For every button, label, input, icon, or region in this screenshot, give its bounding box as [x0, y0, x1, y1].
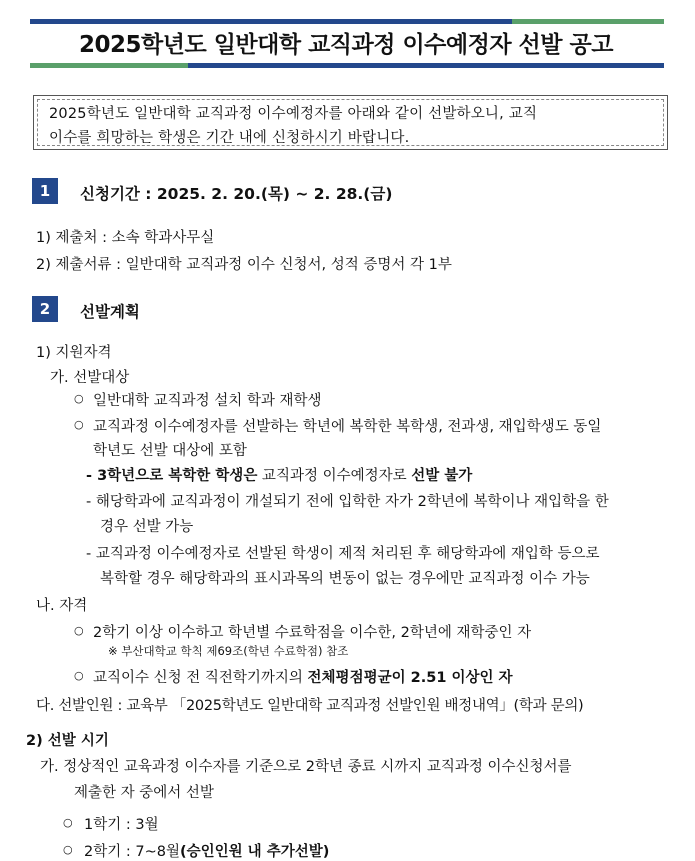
na-bullet-1: 2학기 이상 이수하고 학년별 수료학점을 이수한, 2학년에 재학중인 자	[93, 625, 532, 641]
bullet-icon: ○	[74, 669, 84, 682]
ga-bullet-2-line-1: 교직과정 이수예정자를 선발하는 학년에 복학한 복학생, 전과생, 재입학생도 동일	[93, 419, 602, 435]
sub-1-label: 1) 지원자격	[36, 345, 112, 361]
bullet-icon: ○	[63, 843, 73, 856]
dash-item-2-line-2: 경우 선발 가능	[100, 519, 194, 535]
section-1-item-1: 1) 제출처 : 소속 학과사무실	[36, 230, 215, 246]
semester-2-prefix: 2학기 : 7~8월	[84, 844, 180, 860]
na-note: ※ 부산대학교 학칙 제69조(학년 수료학점) 참조	[108, 644, 349, 658]
dash-item-1-bold-2: 선발 불가	[411, 468, 473, 484]
bullet-icon: ○	[74, 392, 84, 405]
section-2-heading: 선발계획	[80, 303, 140, 321]
na-bullet-2	[93, 666, 513, 687]
dash-item-1	[86, 464, 472, 485]
section-1-badge: 1	[32, 178, 58, 204]
ga2-line-1: 가. 정상적인 교육과정 이수자를 기준으로 2학년 종료 시까지 교직과정 이수신청서를	[40, 759, 572, 775]
top-bar-blue	[30, 19, 512, 24]
dash-item-3-line-2: 복학할 경우 해당학과의 표시과목의 변동이 없는 경우에만 교직과정 이수 가능	[100, 571, 590, 587]
semester-1: 1학기 : 3월	[84, 817, 159, 833]
sub-2-label: 2) 선발 시기	[26, 733, 109, 749]
semester-2-bold: (승인인원 내 추가선발)	[179, 844, 330, 860]
na-label: 나. 자격	[36, 598, 88, 614]
ga2-line-2: 제출한 자 중에서 선발	[74, 785, 214, 801]
section-1-heading: 신청기간 : 2025. 2. 20.(목) ~ 2. 28.(금)	[80, 185, 393, 203]
dash-item-3-line-1: - 교직과정 이수예정자로 선발된 학생이 제적 처리된 후 해당학과에 재입학 등으로	[86, 546, 600, 562]
na-bullet-2-bold: 전체평점평균이 2.51 이상인 자	[307, 670, 513, 686]
da-line: 다. 선발인원 : 교육부 「2025학년도 일반대학 교직과정 선발인원 배정내역」(학과 문의)	[36, 698, 584, 714]
dash-item-1-bold: - 3학년으로 복학한 학생은	[86, 468, 258, 484]
dash-item-2-line-1: - 해당학과에 교직과정이 개설되기 전에 입학한 자가 2학년에 복학이나 재입학을 한	[86, 494, 609, 510]
section-2-badge: 2	[32, 296, 58, 322]
bullet-icon: ○	[63, 816, 73, 829]
ga-label: 가. 선발대상	[50, 370, 130, 386]
ga-bullet-1: 일반대학 교직과정 설치 학과 재학생	[93, 393, 322, 409]
bullet-icon: ○	[74, 624, 84, 637]
intro-line-2: 이수를 희망하는 학생은 기간 내에 신청하시기 바랍니다.	[49, 130, 410, 146]
top-bar-green	[512, 19, 664, 24]
bottom-bar-green	[30, 63, 188, 68]
intro-line-1: 2025학년도 일반대학 교직과정 이수예정자를 아래와 같이 선발하오니, 교직	[49, 106, 538, 122]
semester-2	[84, 840, 329, 861]
bottom-bar-blue	[188, 63, 664, 68]
intro-box	[33, 95, 668, 150]
bullet-icon: ○	[74, 418, 84, 431]
section-1-item-2: 2) 제출서류 : 일반대학 교직과정 이수 신청서, 성적 증명서 각 1부	[36, 257, 452, 273]
ga-bullet-2-line-2: 학년도 선발 대상에 포함	[93, 443, 247, 459]
na-bullet-2-prefix: 교직이수 신청 전 직전학기까지의	[93, 670, 308, 686]
page-title: 2025학년도 일반대학 교직과정 이수예정자 선발 공고	[79, 32, 613, 58]
dash-item-1-mid: 교직과정 이수예정자로	[257, 468, 412, 484]
